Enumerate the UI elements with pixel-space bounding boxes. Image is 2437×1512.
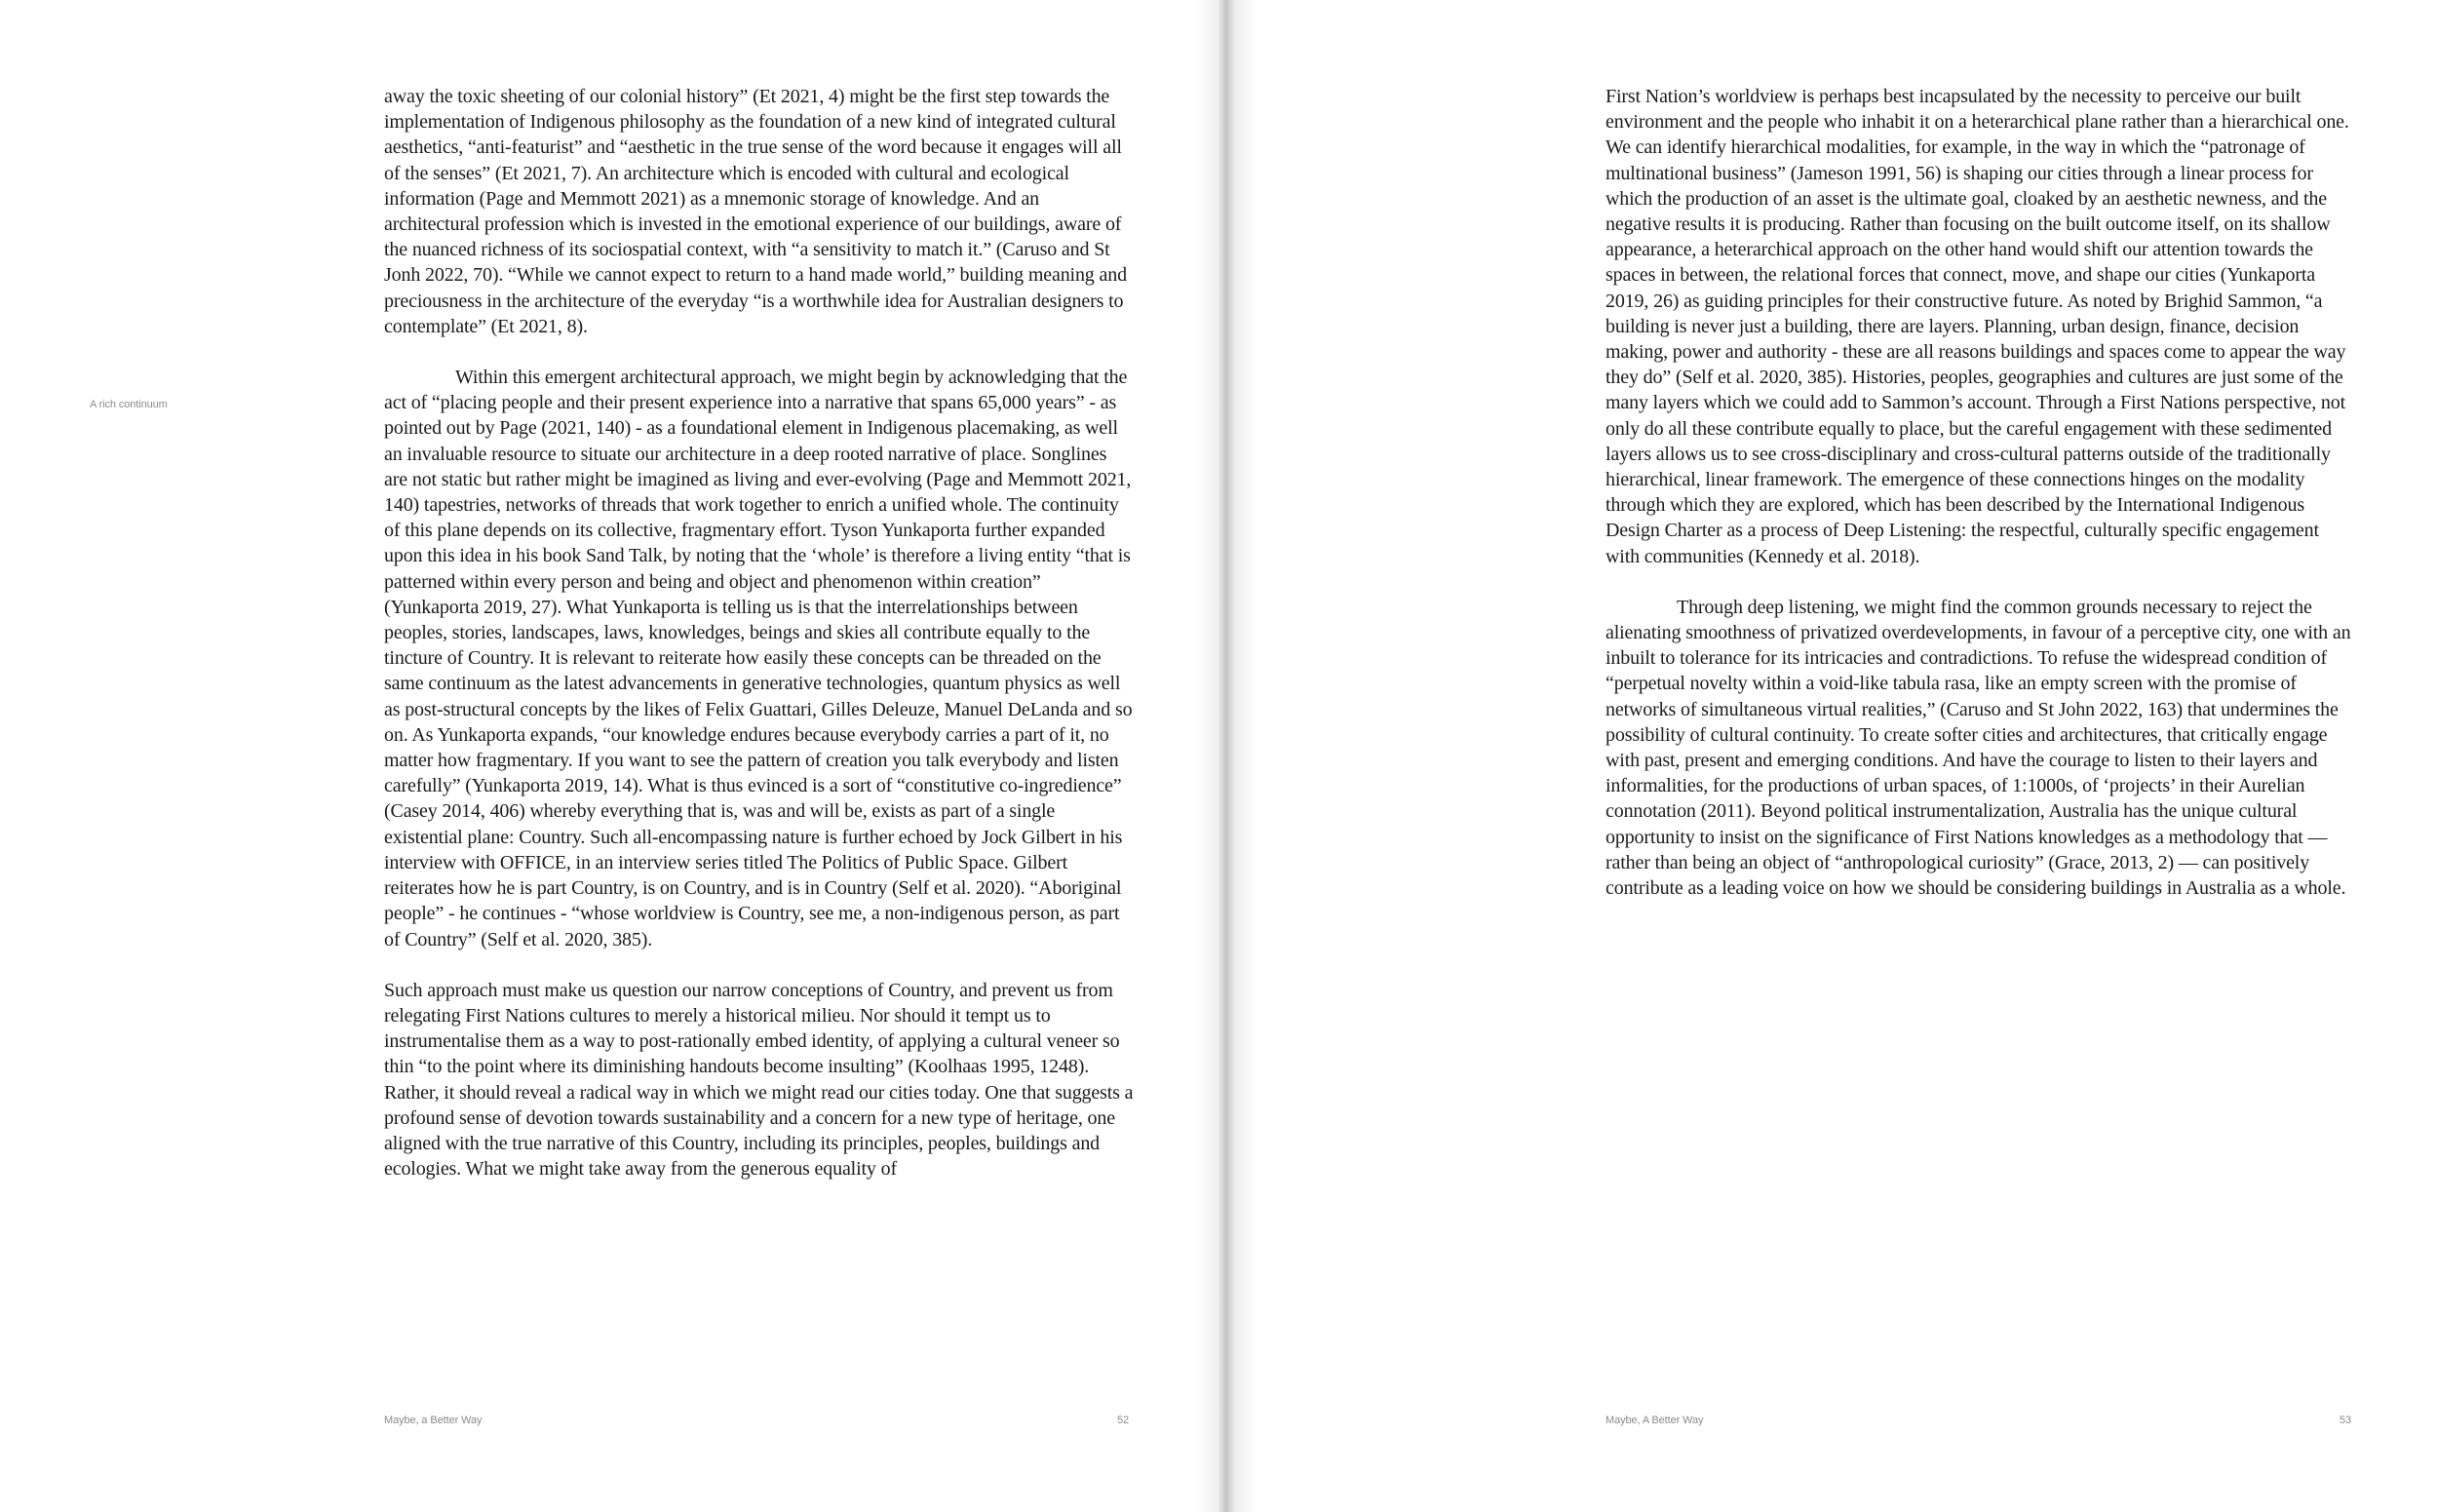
left-page xyxy=(0,0,1218,1512)
paragraph: First Nation’s worldview is perhaps best incapsulated by the necessity to perceive our built environment and the people who inhabit it on a heterarchical plane rather than a hierarchical one. We can identify hierarchical modalities, for example, in the way in which the “patronage of multinational business” (Jameson 1991, 56) is shaping our cities through a linear process for which the production of an asset is the ultimate goal, cloaked by an aesthetic newness, and the negative results it is producing. Rather than focusing on the built outcome itself, on its shallow appearance, a heterarchical approach on the other hand would shift our attention towards the spaces in between, the relational forces that connect, move, and shape our cities (Yunkaporta 2019, 26) as guiding principles for their constructive future. As noted by Brighid Sammon, “a building is never just a building, there are layers. Planning, urban design, finance, decision making, power and authority - these are all reasons buildings and spaces come to appear the way they do” (Self et al. 2020, 385). Histories, peoples, geographies and cultures are just some of the many layers which we could add to Sammon’s account. Through a First Nations perspective, not only do all these contribute equally to place, but the careful engagement with these sedimented layers allows us to see cross-disciplinary and cross-cultural patterns outside of the traditionally hierarchical, linear framework. The emergence of these connections hinges on the modality through which they are explored, which has been described by the International Indigenous Design Charter as a process of Deep Listening: the respectful, culturally specific engagement with communities (Kennedy et al. 2018). xyxy=(1605,86,2349,567)
right-body-text xyxy=(1605,84,2356,926)
margin-note: A rich continuum xyxy=(90,399,168,410)
paragraph: Within this emergent architectural approach, we might begin by acknowledging that the act of “placing people and their present experience into a narrative that spans 65,000 years” - as pointed out by Page (2021, 140) - as a foundational element in Indigenous placemaking, as well an invaluable resource to situate our architecture in a deep rooted narrative of place. Songlines are not static but rather might be imagined as living and ever-evolving (Page and Memmott 2021, 140) tapestries, networks of threads that work together to enrich a unified whole. The continuity of this plane depends on its collective, fragmentary effort. Tyson Yunkaporta further expanded upon this idea in his book Sand Talk, by noting that the ‘whole’ is therefore a living entity “that is patterned within every person and being and object and phenomenon within creation” (Yunkaporta 2019, 27). What Yunkaporta is telling us is that the interrelationships between peoples, stories, landscapes, laws, knowledges, beings and skies all contribute equally to the tincture of Country. It is relevant to reiterate how easily these concepts can be threaded on the same continuum as the latest advancements in generative technologies, quantum physics as well as post-structural concepts by the likes of Felix Guattari, Gilles Deleuze, Manuel DeLanda and so on. As Yunkaporta expands, “our knowledge endures because everybody carries a part of it, no matter how fragmentary. If you want to see the pattern of creation you talk everybody and listen carefully” (Yunkaporta 2019, 14). What is thus evinced is a sort of “constitutive co-ingredience” (Casey 2014, 406) whereby everything that is, was and will be, exists as part of a single existential plane: Country. Such all-encompassing nature is further echoed by Jock Gilbert in his interview with OFFICE, in an interview series titled The Politics of Public Space. Gilbert reiterates how he is part Country, is on Country, and is in Country (Self et al. 2020). “Aboriginal people” - he continues - “whose worldview is Country, see me, a non-indigenous person, as part of Country” (Self et al. 2020, 385). xyxy=(384,367,1133,950)
footer-title: Maybe, a Better Way xyxy=(384,1415,483,1426)
footer-title: Maybe, A Better Way xyxy=(1605,1415,1704,1426)
page-number: 52 xyxy=(1117,1415,1130,1426)
left-body-text xyxy=(384,84,1135,1207)
page-number: 53 xyxy=(2340,1415,2352,1426)
paragraph: away the toxic sheeting of our colonial history” (Et 2021, 4) might be the first step towards the implementation of Indigenous philosophy as the foundation of a new kind of integrated cultural aesthetics, “anti-featurist” and “aesthetic in the true sense of the word because it engages will all of the senses” (Et 2021, 7). An architecture which is encoded with cultural and ecological information (Page and Memmott 2021) as a mnemonic storage of knowledge. And an architectural profession which is invested in the emotional experience of our buildings, aware of the nuanced richness of its sociospatial context, with “a sensitivity to match it.” (Caruso and St Jonh 2022, 70). “While we cannot expect to return to a hand made world,” building meaning and preciousness in the architecture of the everyday “is a worthwhile idea for Australian designers to contemplate” (Et 2021, 8). xyxy=(384,86,1127,337)
paragraph: Through deep listening, we might find the common grounds necessary to reject the alienating smoothness of privatized overdevelopments, in favour of a perceptive city, one with an inbuilt to tolerance for its intricacies and contradictions. To refuse the widespread condition of “perpetual novelty within a void-like tabula rasa, like an empty screen with the promise of networks of simultaneous virtual realities,” (Caruso and St John 2022, 163) that undermines the possibility of cultural continuity. To create softer cities and architectures, that critically engage with past, present and emerging conditions. And have the courage to listen to their layers and informalities, for the productions of urban spaces, of 1:1000s, of ‘projects’ in their Aurelian connotation (2011). Beyond political instrumentalization, Australia has the unique cultural opportunity to insist on the significance of First Nations knowledges as a methodology that — rather than being an object of “anthropological curiosity” (Grace, 2013, 2) — can positively contribute as a leading voice on how we should be considering buildings in Australia as a whole. xyxy=(1605,596,2351,900)
paragraph: Such approach must make us question our narrow conceptions of Country, and prevent us from relegating First Nations cultures to merely a historical milieu. Nor should it tempt us to instrumentalise them as a way to post-rationally embed identity, of applying a cultural veneer so thin “to the point where its diminishing handouts become insulting” (Koolhaas 1995, 1248). Rather, it should reveal a radical way in which we might read our cities today. One that suggests a profound sense of devotion towards sustainability and a concern for a new type of heritage, one aligned with the true narrative of this Country, including its principles, peoples, buildings and ecologies. What we might take away from the generous equality of xyxy=(384,979,1134,1181)
